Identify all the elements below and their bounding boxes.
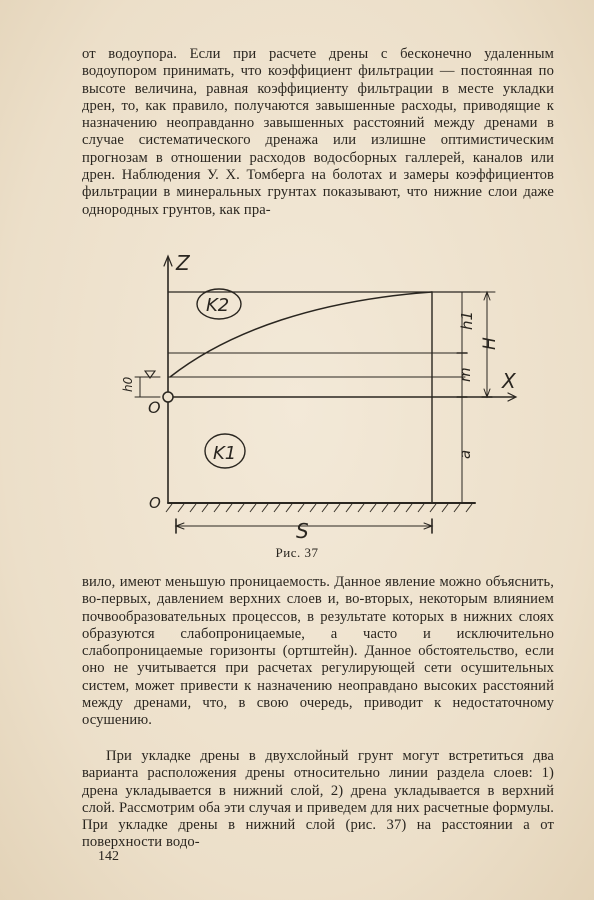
h1-label: h1 <box>458 310 476 330</box>
paragraph-bottom: При укладке дрены в двухслойный грунт могут встретиться два варианта расположения дрены относительно линии раздела слоев: 1) дрена укладывается в нижний слой, 2) дрена укладывается в верхний слой. Рассмотрим оба эти случая и приведем для них расчетные формулы. При укладке дрены в нижний слой (рис. 37) на расстоянии a от поверхности водо- <box>82 748 554 851</box>
drain-circle <box>163 392 173 402</box>
k2-label: K2 <box>206 295 230 316</box>
paragraph-middle: вило, имеют меньшую проницаемость. Данное явление можно объяснить, во-первых, давлением верхних слоев и, во-вторых, некоторым влиянием почвообразовательных процессов, в результате которых в нижних слоях образуются слабопроницаемые, а часто и исключительно слабопроницаемые горизонты (ортштейн). Данное обстоятельство, если оно не учитывается при расчетах регулирующей сети осушительных систем, может привести к назначению неоправдано высоких расстояний между дренами, что, в свою очередь, приводит к недостаточному осушению. <box>82 574 554 729</box>
a-label: a <box>456 449 474 459</box>
H-label: H <box>480 337 500 350</box>
k1-label: K1 <box>213 443 237 464</box>
z-axis-label: Z <box>176 251 190 275</box>
paragraph-top: от водоупора. Если при расчете дрены с бесконечно удаленным водоупором принимать, что коэффициент фильтрации — постоянная по высоте величина, равная коэффициенту фильтрации в месте укладки дрен, то, как правило, получаются завышенные расходы, приводящие к назначению неоправданно завышенных расстояний между дренами в случае систематического дренажа или излишне оптимистическим прогнозам в отношении расходов водосборных галлерей, каналов или дрен. Наблюдения У. Х. Томберга на болотах и замеры коэффициентов фильтрации в минеральных грунтах показывают, что нижние слои даже однородных грунтов, как пра- <box>82 46 554 218</box>
x-axis-label: X <box>502 369 516 393</box>
aquitard-hatching <box>166 504 472 512</box>
page-number: 142 <box>98 849 119 864</box>
origin-label-top: O <box>148 398 161 417</box>
figure-caption: Рис. 37 <box>275 545 319 560</box>
origin-label-bottom: O <box>149 494 161 512</box>
h0-label: h0 <box>121 376 135 392</box>
m-label: m <box>456 367 474 382</box>
S-label: S <box>296 519 309 543</box>
